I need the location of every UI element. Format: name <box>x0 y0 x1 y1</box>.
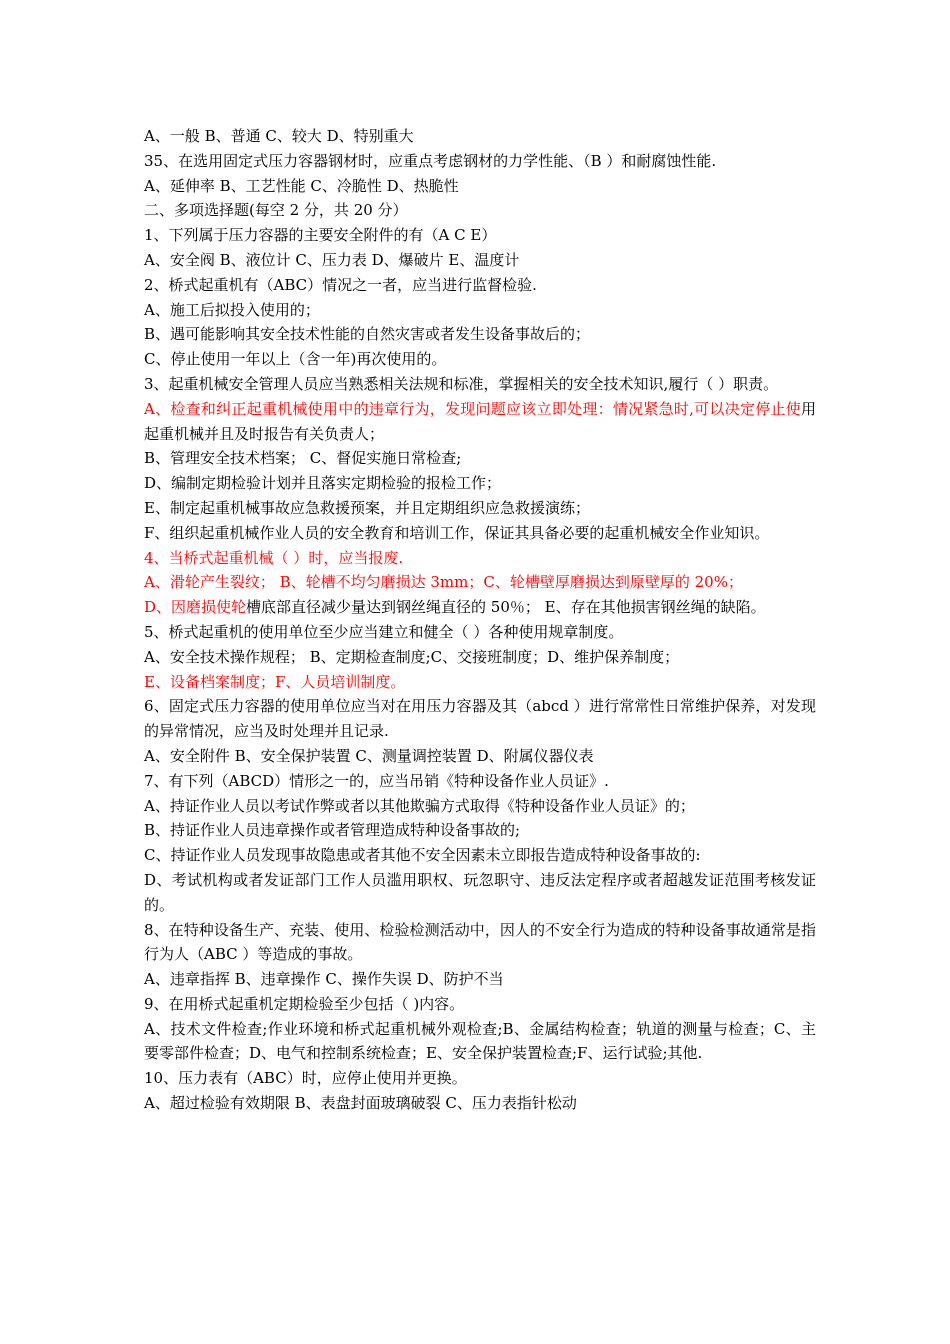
option-line: A、持证作业人员以考试作弊或者以其他欺骗方式取得《特种设备作业人员证》的； <box>144 796 695 815</box>
question-2: 2、桥式起重机有（ABC）情况之一者，应当进行监督检验. <box>144 275 537 294</box>
question-10: 10、压力表有（ABC）时，应停止使用并更换。 <box>144 1069 467 1088</box>
option-line: A、安全技术操作规程； B、定期检查制度;C、交接班制度；D、维护保养制度； <box>144 647 680 666</box>
option-line: A、一般 B、普通 C、较大 D、特别重大 <box>144 127 414 145</box>
option-line: A、安全阀 B、液位计 C、压力表 D、爆破片 E、温度计 <box>144 250 520 269</box>
option-line: D、考试机构或者发证部门工作人员滥用职权、玩忽职守、违反法定程序或者超越发证范围考核发证的。 <box>144 870 816 914</box>
option-line: A、超过检验有效期限 B、表盘封面玻璃破裂 C、压力表指针松动 <box>144 1094 577 1113</box>
option-line: A、技术文件检查;作业环境和桥式起重机械外观检查;B、金属结构检查；轨道的测量与检查；C、主要零部件检查；D、电气和控制系统检查；E、安全保护装置检查;F、运行试验;其他. <box>144 1019 816 1063</box>
question-7: 7、有下列（ABCD）情形之一的，应当吊销《特种设备作业人员证》. <box>144 771 609 790</box>
option-line: C、停止使用一年以上（含一年)再次使用的。 <box>144 350 447 369</box>
option-line: E、制定起重机械事故应急救援预案，并且定期组织应急救援演练； <box>144 498 590 517</box>
question-5: 5、桥式起重机的使用单位至少应当建立和健全（ ）各种使用规章制度。 <box>144 622 624 641</box>
option-line: A、延伸率 B、工艺性能 C、冷脆性 D、热脆性 <box>144 176 459 195</box>
option-line: A、违章指挥 B、违章操作 C、操作失误 D、防护不当 <box>144 970 504 989</box>
option-text: 用起重机械并且及时报告有关负责人； <box>144 399 816 443</box>
red-text: A、检查和纠正起重机械使用中的违章行为，发现问题应该立即处理：情况紧急时,可以决定停止使 <box>144 399 801 418</box>
option-line: B、遇可能影响其安全技术性能的自然灾害或者发生设备事故后的； <box>144 325 591 344</box>
option-line <box>144 397 816 447</box>
option-line: B、管理安全技术档案； C、督促实施日常检查; <box>144 449 462 468</box>
document-body <box>144 124 816 1116</box>
red-text: D、因磨损使轮 <box>144 598 247 617</box>
question-9: 9、在用桥式起重机定期检验至少包括（ )内容。 <box>144 994 465 1013</box>
option-line: A、滑轮产生裂纹； B、轮槽不均匀磨损达 3mm；C、轮槽壁厚磨损达到原壁厚的 20%； <box>144 573 743 592</box>
question-8: 8、在特种设备生产、充装、使用、检验检测活动中，因人的不安全行为造成的特种设备事故通常是指行为人（ABC ）等造成的事故。 <box>144 920 816 964</box>
option-line <box>144 595 816 620</box>
question-3: 3、起重机械安全管理人员应当熟悉相关法规和标准，掌握相关的安全技术知识,履行（ ）职责。 <box>144 374 779 393</box>
option-text: 槽底部直径减少量达到钢丝绳直径的 50％； E、存在其他损害钢丝绳的缺陷。 <box>246 598 766 617</box>
option-line: A、安全附件 B、安全保护装置 C、测量调控装置 D、附属仪器仪表 <box>144 746 594 765</box>
option-line: E、设备档案制度；F、人员培训制度。 <box>144 672 406 691</box>
option-line: C、持证作业人员发现事故隐患或者其他不安全因素未立即报告造成特种设备事故的: <box>144 846 701 865</box>
option-line: F、组织起重机械作业人员的安全教育和培训工作，保证其具备必要的起重机械安全作业知识。 <box>144 523 770 542</box>
option-line: B、持证作业人员违章操作或者管理造成特种设备事故的; <box>144 821 521 840</box>
option-line: D、编制定期检验计划并且落实定期检验的报检工作； <box>144 474 502 493</box>
question-1: 1、下列属于压力容器的主要安全附件的有（A C E） <box>144 226 497 245</box>
question-4: 4、当桥式起重机械（ ）时，应当报废. <box>144 548 404 567</box>
section-heading: 二、多项选择题(每空 2 分，共 20 分） <box>144 201 408 220</box>
option-line: A、施工后拟投入使用的； <box>144 300 320 319</box>
question-35: 35、在选用固定式压力容器钢材时，应重点考虑钢材的力学性能、（B ）和耐腐蚀性能. <box>144 151 717 170</box>
question-6: 6、固定式压力容器的使用单位应当对在用压力容器及其（abcd ）进行常常性日常维护保养，对发现的异常情况，应当及时处理并且记录. <box>144 697 816 741</box>
